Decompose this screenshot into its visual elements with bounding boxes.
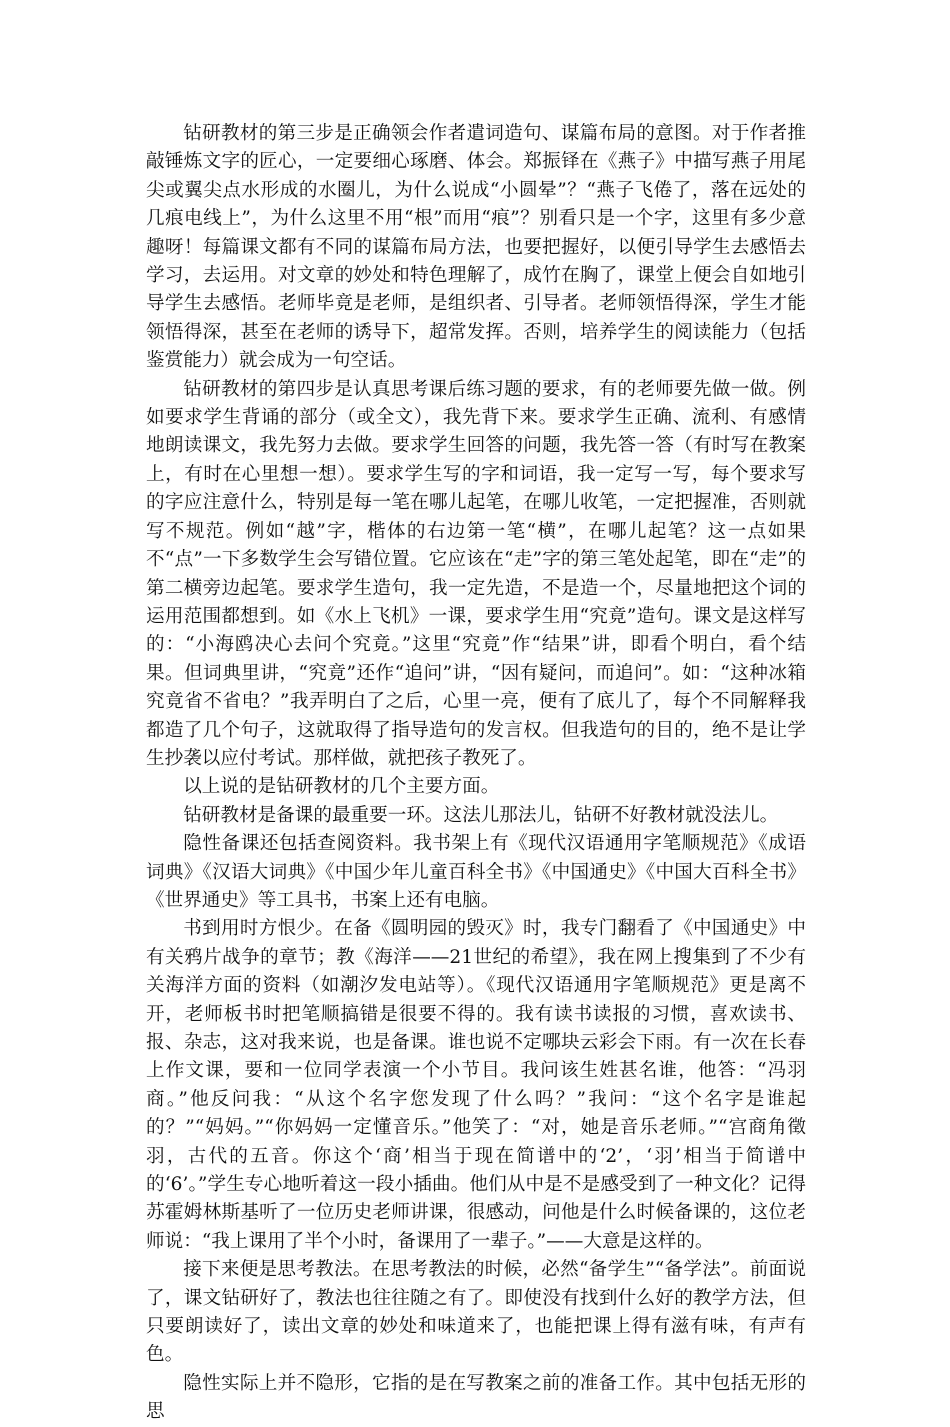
paragraph-key-link: 钻研教材是备课的最重要一环。这法儿那法儿，钻研不好教材就没法儿。 [183, 804, 779, 826]
paragraph-reference-books: 隐性备课还包括查阅资料。我书架上有《现代汉语通用字笔顺规范》《成语词典》《汉语大词典》《中国少年儿童百科全书》《中国通史》《中国大百科全书》《世界通史》等工具书，书案上还有电脑。 [146, 833, 806, 911]
paragraph-step-three: 钻研教材的第三步是正确领会作者遣词造句、谋篇布局的意图。对于作者推敲锤炼文字的匠心，一定要细心琢磨、体会。郑振铎在《燕子》中描写燕子用尾尖或翼尖点水形成的水圈儿，为什么说成“小圆晕”？“燕子飞倦了，落在远处的几痕电线上”，为什么这里不用“根”而用“痕”？别看只是一个字，这里有多少意趣呀！每篇课文都有不同的谋篇布局方法，也要把握好，以便引导学生去感悟去学习，去运用。对文章的妙处和特色理解了，成竹在胸了，课堂上便会自如地引导学生去感悟。老师毕竟是老师，是组织者、引导者。老师领悟得深，学生才能领悟得深，甚至在老师的诱导下，超常发挥。否则，培养学生的阅读能力（包括鉴赏能力）就会成为一句空话。 [146, 123, 806, 372]
paragraph-summary: 以上说的是钻研教材的几个主要方面。 [183, 776, 500, 798]
document-body [146, 120, 806, 1427]
paragraph-hidden-preparation: 隐性实际上并不隐形，它指的是在写教案之前的准备工作。其中包括无形的思 [146, 1372, 806, 1423]
paragraph-step-four: 钻研教材的第四步是认真思考课后练习题的要求，有的老师要先做一做。例如要求学生背诵的部分（或全文），我先背下来。要求学生正确、流利、有感情地朗读课文，我先努力去做。要求学生回答的问题，我先答一答（有时写在教案上，有时在心里想一想）。要求学生写的字和词语，我一定写一写，每个要求写的字应注意什么，特别是每一笔在哪儿起笔，在哪儿收笔，一定把握准，否则就写不规范。例如“越”字，楷体的右边第一笔“横”，在哪儿起笔？这一点如果不“点”一下多数学生会写错位置。它应该在“走”字的第三笔处起笔，即在“走”的第二横旁边起笔。要求学生造句，我一定先造，不是造一个，尽量地把这个词的运用范围都想到。如《水上飞机》一课，要求学生用“究竟”造句。课文是这样写的：“小海鸥决心去问个究竟。”这里“究竟”作“结果”讲，即看个明白，看个结果。但词典里讲，“究竟”还作“追问”讲，“因有疑问，而追问”。如：“这种冰箱究竟省不省电？”我弄明白了之后，心里一亮，便有了底儿了，每个不同解释我都造了几个句子，这就取得了指导造句的发言权。但我造句的目的，绝不是让学生抄袭以应付考试。那样做，就把孩子教死了。 [146, 378, 806, 769]
paragraph-reading-habit: 书到用时方恨少。在备《圆明园的毁灭》时，我专门翻看了《中国通史》中有关鸦片战争的章节；教《海洋——21世纪的希望》，我在网上搜集到了不少有关海洋方面的资料（如潮汐发电站等）。《现代汉语通用字笔顺规范》更是离不开，老师板书时把笔顺搞错是很要不得的。我有读书读报的习惯，喜欢读书、报、杂志，这对我来说，也是备课。谁也说不定哪块云彩会下雨。有一次在长春上作文课，要和一位同学表演一个小节目。我问该生姓甚名谁，他答：“冯羽商。”他反问我：“从这个名字您发现了什么吗？”我问：“这个名字是谁起的？”“妈妈。”“你妈妈一定懂音乐。”他笑了：“对，她是音乐老师。”“宫商角徵羽，古代的五音。你这个‘商’相当于现在简谱中的‘2’，‘羽’相当于简谱中的‘6’。”学生专心地听着这一段小插曲。他们从中是不是感受到了一种文化？记得苏霍姆林斯基听了一位历史老师讲课，很感动，问他是什么时候备课的，这位老师说：“我上课用了半个小时，备课用了一辈子。”——大意是这样的。 [146, 918, 806, 1252]
paragraph-teaching-method: 接下来便是思考教法。在思考教法的时候，必然“备学生”“备学法”。前面说了，课文钻研好了，教法也往往随之有了。即使没有找到什么好的教学方法，但只要朗读好了，读出文章的妙处和味道来了，也能把课上得有滋有味，有声有色。 [146, 1259, 806, 1366]
